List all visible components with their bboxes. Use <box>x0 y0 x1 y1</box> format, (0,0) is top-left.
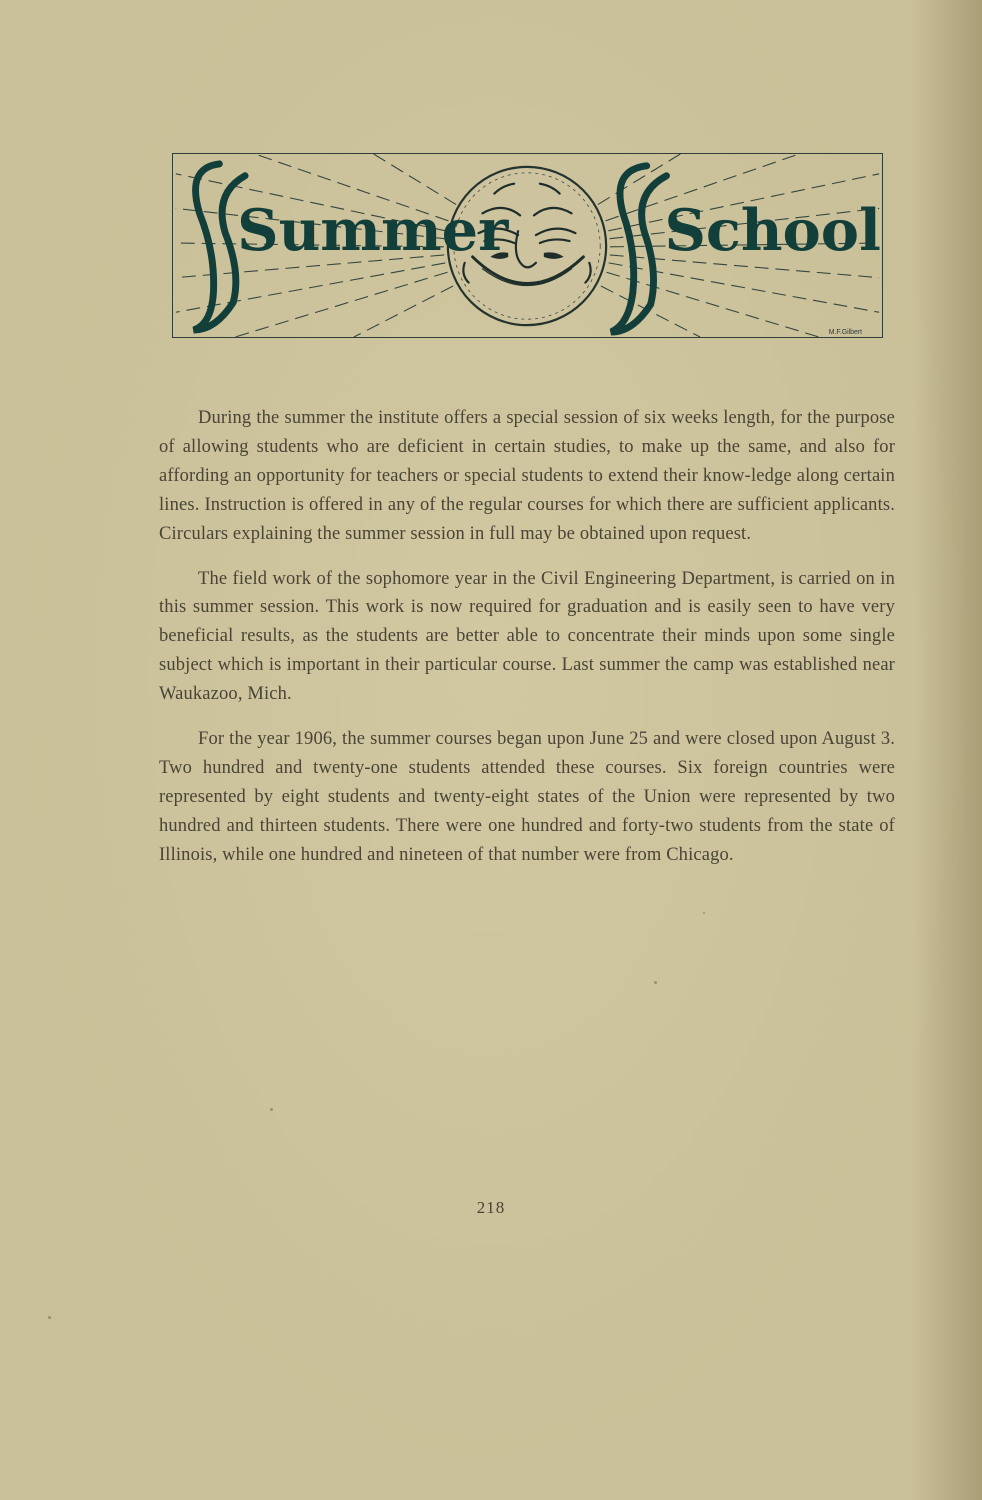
paragraph-2: The field work of the sophomore year in the Civil Engineering Department, is carried on in this summer session. This work is now required for graduation and is easily seen to have very beneficial results, as the students are better able to concentrate their minds upon some single subject which is important in their particular course. Last summer the camp was established near Waukazoo, Mich. <box>159 568 895 705</box>
paper-speck <box>48 1316 51 1319</box>
paper-speck <box>703 912 705 914</box>
sun-face-illustration <box>173 154 882 337</box>
artist-signature: M.F.Gilbert <box>828 329 863 337</box>
paragraph-3: For the year 1906, the summer courses began upon June 25 and were closed upon August 3. Two hundred and twenty-one students attended these courses. Six foreign countries were represented by eight students and twenty-eight states of the Union were represented by two hundred and thirteen students. There were one hundred and forty-two students from the state of Illinois, while one hundred and nineteen of that number were from Chicago. <box>159 729 895 865</box>
banner-title-school: School <box>664 195 881 264</box>
paragraph-1: During the summer the institute offers a special session of six weeks length, for the purpose of allowing students who are deficient in certain studies, to make up the same, and also for affording an opportunity for teachers or special students to extend their know-ledge along certain lines. Instruction is offered in any of the regular courses for which there are sufficient applicants. Circulars explaining the summer session in full may be obtained upon request. <box>159 408 895 544</box>
page-number: 218 <box>476 1198 506 1217</box>
header-banner <box>172 153 883 338</box>
paper-speck <box>654 981 657 984</box>
banner-title-summer: Summer <box>237 195 509 264</box>
article-body <box>159 404 895 886</box>
paper-speck <box>270 1108 273 1111</box>
